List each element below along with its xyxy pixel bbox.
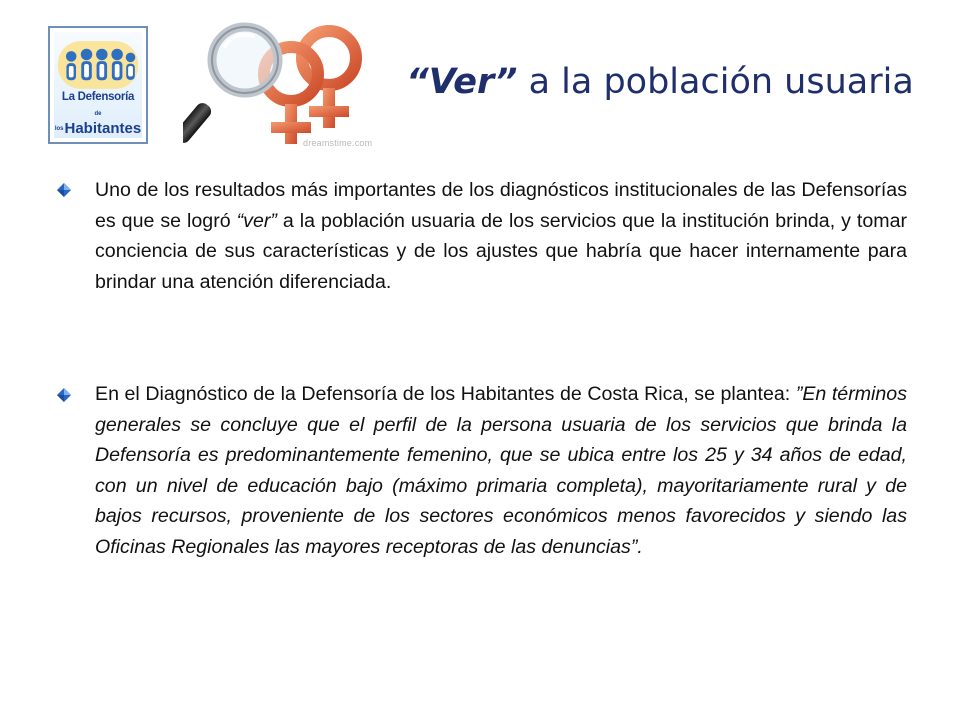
bullet-1-emphasis: “ver” (236, 209, 277, 232)
defensoria-logo (48, 26, 148, 144)
magnifier-and-female-symbols-illustration (183, 12, 383, 152)
bullet-paragraph-2 (95, 379, 907, 562)
people-figures-icon (54, 36, 142, 94)
logo-text (54, 92, 142, 136)
slide-title (400, 62, 920, 102)
title-quoted-word: “Ver” (406, 62, 518, 102)
bullet-2-quote: ”En términos generales se concluye que el perfil de la persona usuaria de los servicios que brinda la Defensoría es predominantemente femenino, que se ubica entre los 25 y 34 años de edad, con un nivel de educación bajo (máximo primaria completa), mayoritariamente rural y de bajos recursos, proveniente de los sectores económicos menos favorecidos y siendo las Oficinas Regionales las mayores receptoras de las denuncias”. (95, 383, 907, 558)
illustration-watermark: dreamstime.com (303, 138, 373, 148)
bullet-1-text-b: a la población usuaria de los servicios que la institución brinda, y tomar conciencia de sus características y de los ajustes que habría que hacer internamente para brindar una atención diferenciada. (95, 209, 907, 293)
logo-line-1: La Defensoría (61, 91, 135, 103)
bullet-diamond-icon (56, 182, 72, 198)
logo-line-2-main: Habitantes (64, 119, 142, 137)
bullet-1-text-a: Uno de los resultados más importantes de los diagnósticos institucionales de las Defensorías es que se logró (95, 179, 907, 232)
magnifier-icon (183, 27, 278, 146)
bullet-paragraph-1 (95, 175, 907, 297)
female-symbol-icon (302, 31, 356, 128)
logo-background (54, 32, 142, 138)
logo-line-2 (54, 106, 142, 136)
logo-line-2-small: de los (54, 110, 102, 132)
title-rest: a la población usuaria (517, 62, 914, 102)
bullet-2-text-a: En el Diagnóstico de la Defensoría de los Habitantes de Costa Rica, se plantea: (95, 383, 796, 405)
bullet-diamond-icon (56, 387, 72, 403)
